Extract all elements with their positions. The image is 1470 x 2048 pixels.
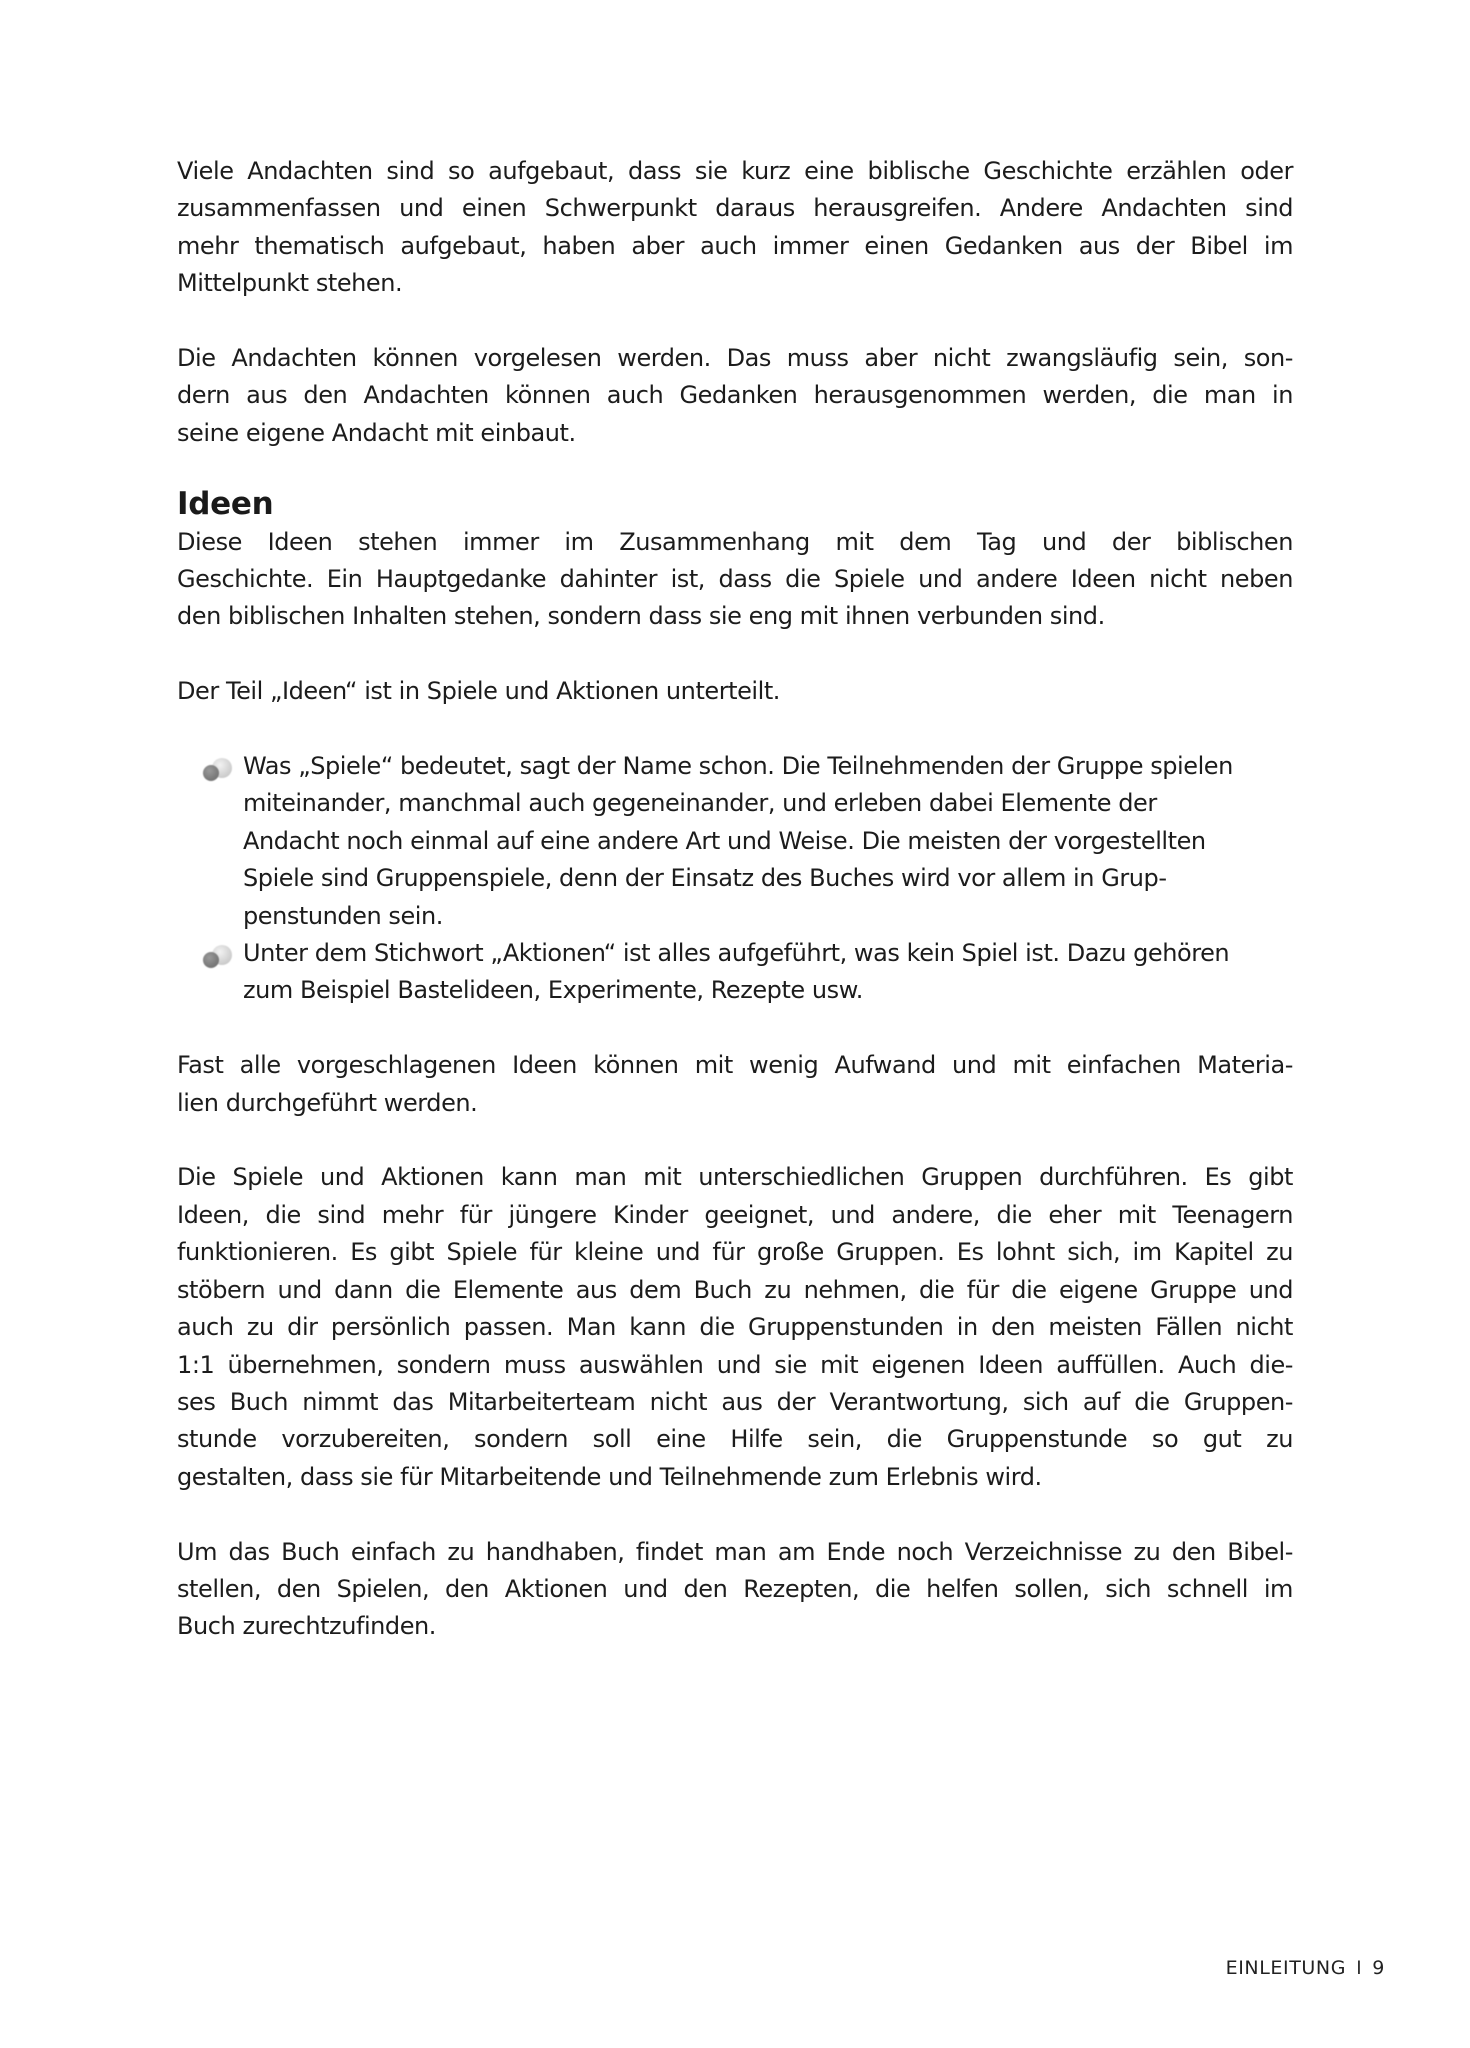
page-body (177, 153, 1293, 1683)
text-line: Unter dem Stichwort „Aktionen“ ist alles aufgeführt, was kein Spiel ist. Dazu gehören (243, 939, 1230, 968)
text-line: Was „Spiele“ bedeutet, sagt der Name schon. Die Teilnehmenden der Gruppe spielen (243, 752, 1233, 781)
text-line: Fast alle vorgeschlagenen Ideen können mit wenig Aufwand und mit einfachen Materia- (177, 1051, 1293, 1080)
chapter-label: EINLEITUNG (1225, 1957, 1347, 1979)
text-line: stöbern und dann die Elemente aus dem Buch zu nehmen, die für die eigene Gruppe und (177, 1275, 1293, 1304)
text-line: gestalten, dass sie für Mitarbeitende und Teilnehmende zum Erlebnis wird. (177, 1462, 1042, 1491)
text-line: Andacht noch einmal auf eine andere Art und Weise. Die meisten der vorgestellten (243, 826, 1206, 855)
bullet-spheres-icon (203, 945, 235, 971)
paragraph-ideen-intro (177, 524, 1293, 636)
text-line: seine eigene Andacht mit einbaut. (177, 418, 576, 447)
list-item-spiele (177, 748, 1293, 935)
text-line: Mittelpunkt stehen. (177, 269, 403, 298)
text-line: mehr thematisch aufgebaut, haben aber auch immer einen Gedanken aus der Bibel im (177, 231, 1293, 260)
footer-separator: I (1356, 1957, 1363, 1979)
section-heading-ideen: Ideen (177, 485, 274, 522)
text-line: Diese Ideen stehen immer im Zusammenhang mit dem Tag und der biblischen (177, 527, 1293, 556)
text-line: zusammenfassen und einen Schwerpunkt daraus herausgreifen. Andere Andachten sind (177, 194, 1293, 223)
page-footer (1226, 1957, 1385, 1979)
list-item-aktionen (177, 935, 1293, 1010)
paragraph-verzeichnisse (177, 1534, 1293, 1646)
text-line: Buch zurechtzufinden. (177, 1612, 436, 1641)
text-line: Der Teil „Ideen“ ist in Spiele und Aktionen unterteilt. (177, 677, 780, 706)
paragraph-gruppen (177, 1159, 1293, 1496)
text-line: Geschichte. Ein Hauptgedanke dahinter ist, dass die Spiele und andere Ideen nicht neben (177, 565, 1293, 594)
paragraph-materialien (177, 1047, 1293, 1122)
text-line: Viele Andachten sind so aufgebaut, dass sie kurz eine biblische Geschichte erzählen oder (177, 157, 1293, 185)
paragraph-intro-andachten (177, 153, 1293, 303)
text-line: ses Buch nimmt das Mitarbeiterteam nicht aus der Verantwortung, sich auf die Gruppen- (177, 1387, 1293, 1416)
paragraph-division-note (177, 673, 1293, 710)
text-line: Die Andachten können vorgelesen werden. Das muss aber nicht zwangsläufig sein, son- (177, 344, 1293, 373)
text-line: funktionieren. Es gibt Spiele für kleine und für große Gruppen. Es lohnt sich, im Kapitel zu (177, 1238, 1293, 1267)
text-line: den biblischen Inhalten stehen, sondern dass sie eng mit ihnen verbunden sind. (177, 602, 1105, 631)
text-line: 1:1 übernehmen, sondern muss auswählen und sie mit eigenen Ideen auffüllen. Auch die- (177, 1350, 1293, 1379)
text-line: Ideen, die sind mehr für jüngere Kinder geeignet, und andere, die eher mit Teenagern (177, 1200, 1293, 1229)
text-line: dern aus den Andachten können auch Gedanken herausgenommen werden, die man in (177, 381, 1293, 410)
text-line: lien durchgeführt werden. (177, 1088, 478, 1117)
text-line: Die Spiele und Aktionen kann man mit unterschiedlichen Gruppen durchführen. Es gibt (177, 1163, 1293, 1192)
text-line: miteinander, manchmal auch gegeneinander, und erleben dabei Elemente der (243, 789, 1157, 818)
paragraph-vorlesen (177, 340, 1293, 452)
text-line: stellen, den Spielen, den Aktionen und den Rezepten, die helfen sollen, sich schnell im (177, 1574, 1293, 1603)
text-line: Spiele sind Gruppenspiele, denn der Einsatz des Buches wird vor allem in Grup- (243, 864, 1167, 893)
text-line: Um das Buch einfach zu handhaben, findet man am Ende noch Verzeichnisse zu den Bibel- (177, 1537, 1293, 1566)
page-number: 9 (1372, 1957, 1385, 1979)
text-line: stunde vorzubereiten, sondern soll eine Hilfe sein, die Gruppenstunde so gut zu (177, 1425, 1293, 1454)
bullet-list (177, 748, 1293, 1010)
text-line: auch zu dir persönlich passen. Man kann die Gruppenstunden in den meisten Fällen nicht (177, 1313, 1293, 1342)
text-line: zum Beispiel Bastelideen, Experimente, Rezepte usw. (243, 976, 863, 1005)
text-line: penstunden sein. (243, 901, 443, 930)
bullet-spheres-icon (203, 758, 235, 784)
